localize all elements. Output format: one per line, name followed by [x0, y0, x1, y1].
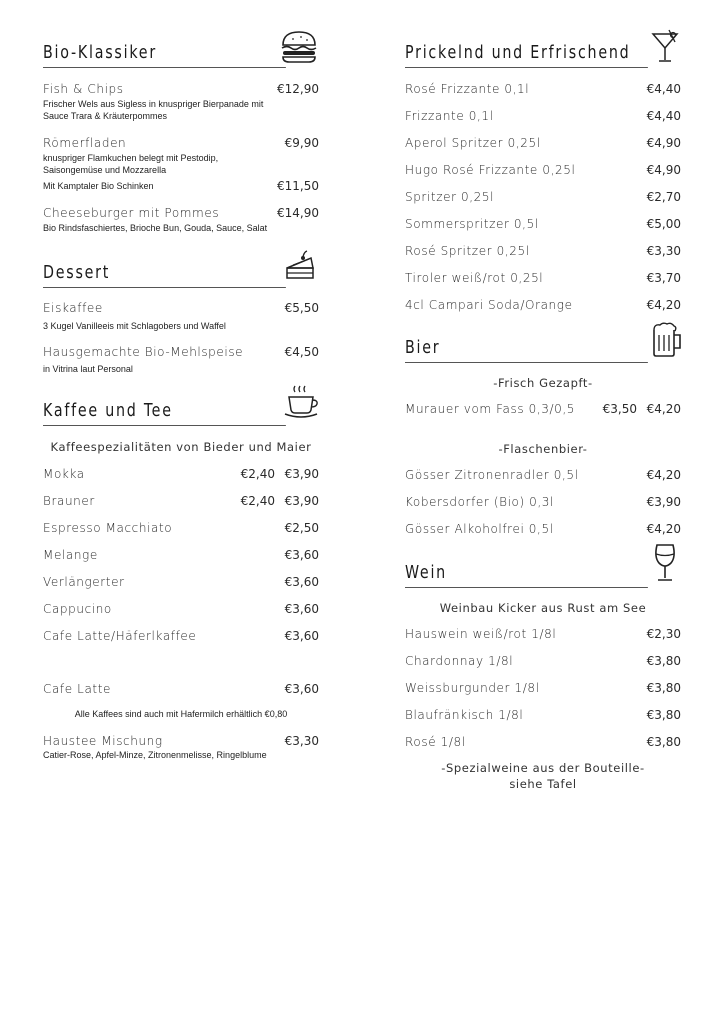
item-description [43, 320, 319, 332]
section-title-kaffee-und-tee: Kaffee und Tee [43, 396, 286, 426]
item-price: €4,90 [646, 136, 681, 150]
menu-item-weissburgunder [405, 680, 681, 696]
item-price: €2,70 [646, 190, 681, 204]
menu-item-cafe-latte [43, 681, 319, 697]
item-price: €2,50 [284, 521, 319, 535]
item-name: Espresso Macchiato [43, 521, 173, 535]
desc-line: Frischer Wels aus Sigless in knuspriger Bierpanade mit [43, 99, 264, 109]
spezialweine-note [405, 761, 681, 791]
item-name: Rosé Spritzer 0,25l [405, 244, 530, 258]
bier-bottle-label: -Flaschenbier- [498, 442, 588, 456]
cake-slice-icon [283, 248, 317, 282]
item-price: €4,50 [284, 345, 319, 359]
desc-line: 3 Kugel Vanilleeis mit Schlagobers und Waffel [43, 321, 226, 331]
desc-line: Saisongemüse und Mozzarella [43, 165, 167, 175]
menu-item-sommerspritzer [405, 216, 681, 232]
menu-item-brauner [43, 493, 319, 509]
item-description [43, 152, 319, 176]
item-name: Hauswein weiß/rot 1/8l [405, 627, 557, 641]
item-price: €4,90 [646, 163, 681, 177]
hafermilch-note: Alle Kaffees sind auch mit Hafermilch erhältlich €0,80 [74, 709, 288, 719]
menu-item-roemerfladen [43, 135, 319, 151]
item-name: Cheeseburger mit Pommes [43, 206, 220, 220]
desc-line: Bio Rindsfaschiertes, Brioche Bun, Gouda, Sauce, Salat [43, 223, 268, 233]
item-name: Chardonnay 1/8l [405, 654, 514, 668]
item-price-small: €2,40 [240, 467, 275, 481]
item-name: Cafe Latte/Häferlkaffee [43, 629, 197, 643]
item-name: 4cl Campari Soda/Orange [405, 298, 573, 312]
menu-item-verlaengerter [43, 574, 319, 590]
item-name: Römerfladen [43, 136, 127, 150]
item-price: €3,30 [284, 734, 319, 748]
item-name: Gösser Alkoholfrei 0,5l [405, 522, 554, 536]
menu-item-spritzer [405, 189, 681, 205]
item-price: €3,60 [284, 629, 319, 643]
item-name: Verlängerter [43, 575, 125, 589]
item-name: Brauner [43, 494, 95, 508]
item-price-large: €4,20 [646, 402, 681, 416]
menu-item-rose-spritzer [405, 243, 681, 259]
menu-item-goesser-alkoholfrei [405, 521, 681, 537]
item-price: €3,90 [646, 495, 681, 509]
wine-glass-icon [651, 543, 679, 583]
item-description: Catier-Rose, Apfel-Minze, Zitronenmelisse, Ringelblume [43, 750, 267, 760]
menu-item-melange [43, 547, 319, 563]
menu-item-fish-chips [43, 81, 319, 97]
item-price: €12,90 [277, 82, 319, 96]
item-price: €3,70 [646, 271, 681, 285]
menu-item-aperol-spritzer [405, 135, 681, 151]
item-name: Haustee Mischung [43, 734, 163, 748]
item-name: Melange [43, 548, 98, 562]
menu-item-goesser-zitronenradler [405, 467, 681, 483]
menu-item-hugo-rose [405, 162, 681, 178]
item-name: Cafe Latte [43, 682, 111, 696]
item-price: €4,20 [646, 298, 681, 312]
note-line: -Spezialweine aus der Bouteille- [441, 761, 645, 775]
item-price: €3,80 [646, 708, 681, 722]
item-price: €4,20 [646, 522, 681, 536]
item-price: €11,50 [277, 179, 319, 193]
cocktail-glass-icon [649, 28, 681, 64]
menu-item-frizzante [405, 108, 681, 124]
item-name: Mokka [43, 467, 85, 481]
item-name: Tiroler weiß/rot 0,25l [405, 271, 544, 285]
coffee-cup-icon [283, 384, 319, 420]
item-description [43, 98, 319, 122]
bier-tap-label: -Frisch Gezapft- [493, 376, 593, 390]
menu-item-espresso-macchiato [43, 520, 319, 536]
menu-item-murauer [405, 401, 681, 417]
item-name: Aperol Spritzer 0,25l [405, 136, 541, 150]
item-price: €4,40 [646, 109, 681, 123]
item-price: €3,80 [646, 681, 681, 695]
item-description [43, 222, 319, 234]
item-name: Rosé Frizzante 0,1l [405, 82, 530, 96]
item-name: Hugo Rosé Frizzante 0,25l [405, 163, 576, 177]
item-name: Fish & Chips [43, 82, 124, 96]
item-price: €2,30 [646, 627, 681, 641]
menu-item-schinken-option [43, 178, 319, 194]
item-price: €3,80 [646, 735, 681, 749]
note-line: siehe Tafel [509, 777, 577, 791]
desc-line: knuspriger Flamkuchen belegt mit Pestodip, [43, 153, 219, 163]
item-price-small: €2,40 [240, 494, 275, 508]
item-name: Sommerspritzer 0,5l [405, 217, 539, 231]
item-price: €3,30 [646, 244, 681, 258]
section-title-bio-klassiker: Bio-Klassiker [43, 38, 286, 68]
item-name: Mit Kamptaler Bio Schinken [43, 181, 154, 191]
section-title-bier: Bier [405, 333, 648, 363]
beer-mug-icon [649, 322, 683, 358]
menu-item-kobersdorfer [405, 494, 681, 510]
item-price: €5,50 [284, 301, 319, 315]
item-name: Murauer vom Fass 0,3/0,5 [405, 402, 576, 416]
item-price: €4,20 [646, 468, 681, 482]
desc-line: in Vitrina laut Personal [43, 364, 133, 374]
item-name: Blaufränkisch 1/8l [405, 708, 524, 722]
burger-icon [279, 30, 319, 64]
wein-subtitle: Weinbau Kicker aus Rust am See [439, 601, 647, 615]
menu-item-mehlspeise [43, 344, 319, 360]
section-title-prickelnd: Prickelnd und Erfrischend [405, 38, 648, 68]
item-name: Frizzante 0,1l [405, 109, 494, 123]
menu-item-blaufraenkisch [405, 707, 681, 723]
item-price-large: €3,90 [284, 467, 319, 481]
item-price: €3,60 [284, 602, 319, 616]
item-price: €3,80 [646, 654, 681, 668]
desc-line: Sauce Trara & Kräuterpommes [43, 111, 168, 121]
item-price: €3,60 [284, 575, 319, 589]
item-description [43, 363, 319, 375]
section-title-wein: Wein [405, 558, 648, 588]
item-price-large: €3,90 [284, 494, 319, 508]
item-name: Cappucino [43, 602, 112, 616]
item-name: Eiskaffee [43, 301, 103, 315]
menu-item-mokka [43, 466, 319, 482]
item-name: Weissburgunder 1/8l [405, 681, 540, 695]
section-title-dessert: Dessert [43, 258, 286, 288]
item-price: €4,40 [646, 82, 681, 96]
menu-item-rose-wein [405, 734, 681, 750]
item-price: €9,90 [284, 136, 319, 150]
menu-item-cappucino [43, 601, 319, 617]
item-name: Rosé 1/8l [405, 735, 466, 749]
menu-item-chardonnay [405, 653, 681, 669]
item-name: Spritzer 0,25l [405, 190, 495, 204]
menu-item-eiskaffee [43, 300, 319, 316]
item-price: €5,00 [646, 217, 681, 231]
item-price-small: €3,50 [602, 402, 637, 416]
menu-item-hauswein [405, 626, 681, 642]
menu-item-tiroler [405, 270, 681, 286]
menu-item-campari [405, 297, 681, 313]
menu-item-cafe-latte-haeferlkaffee [43, 628, 319, 644]
item-price: €3,60 [284, 682, 319, 696]
item-name: Hausgemachte Bio-Mehlspeise [43, 345, 244, 359]
menu-item-cheeseburger [43, 205, 319, 221]
menu-item-rose-frizzante [405, 81, 681, 97]
item-price: €14,90 [277, 206, 319, 220]
item-price: €3,60 [284, 548, 319, 562]
item-name: Kobersdorfer (Bio) 0,3l [405, 495, 554, 509]
menu-item-haustee [43, 733, 319, 749]
item-name: Gösser Zitronenradler 0,5l [405, 468, 579, 482]
kaffee-subtitle: Kaffeespezialitäten von Bieder und Maier [50, 440, 312, 454]
